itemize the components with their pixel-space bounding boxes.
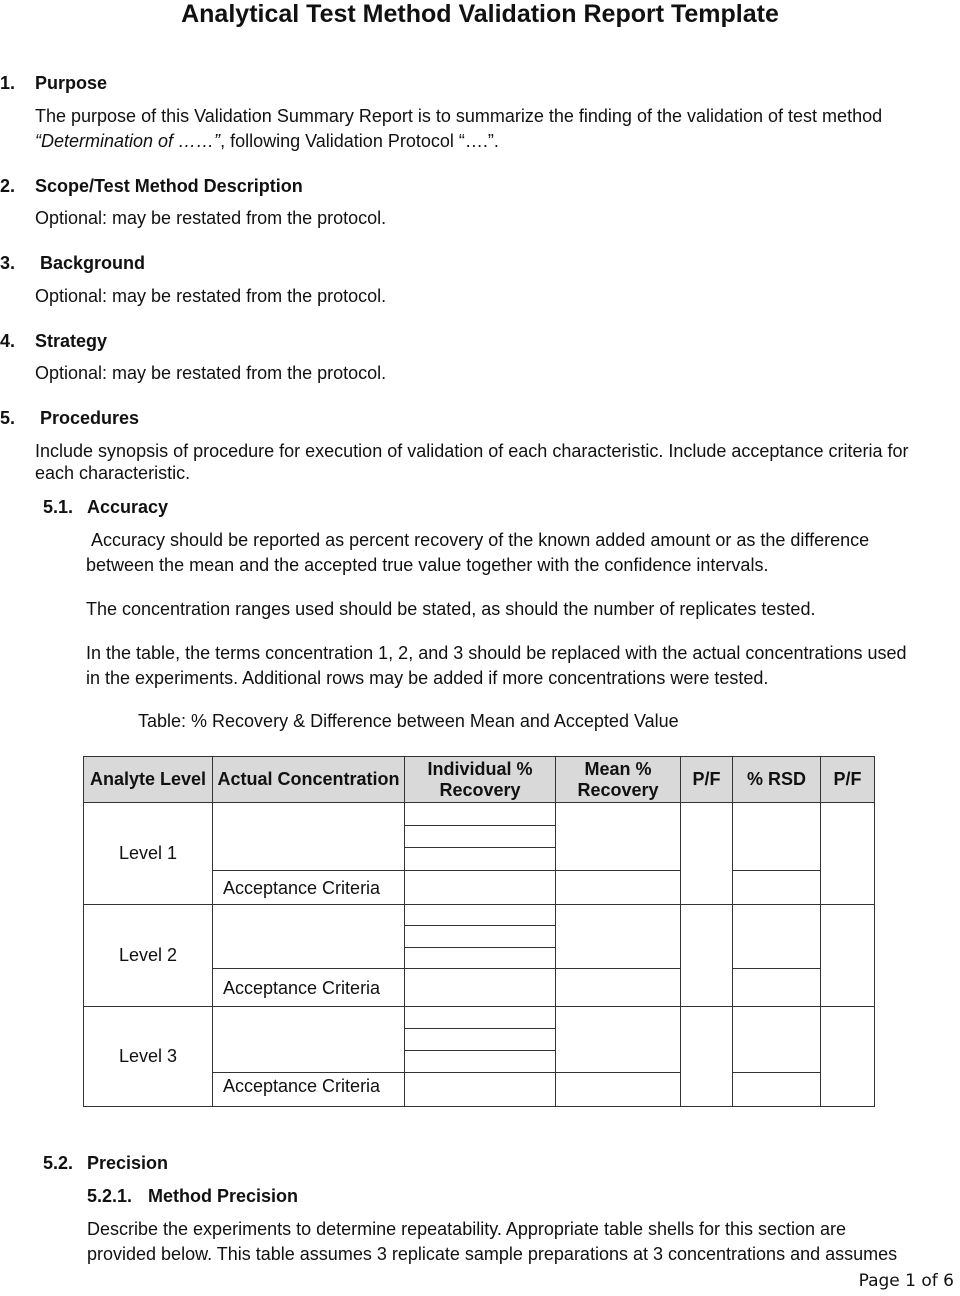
acceptance-criteria-label: Acceptance Criteria xyxy=(223,978,381,998)
mean-recovery-criteria-cell xyxy=(555,968,681,1007)
individual-recovery-cell xyxy=(404,802,556,826)
precision-paragraph-line-2: provided below. This table assumes 3 replicate sample preparations at 3 concentrations and assumes xyxy=(87,1244,898,1264)
individual-recovery-cell xyxy=(404,947,556,969)
page-number: Page 1 of 6 xyxy=(858,1271,954,1291)
section-1-body-rest: , following Validation Protocol “….”. xyxy=(220,131,499,151)
section-4-number: 4. xyxy=(0,331,16,351)
subsection-5-2-1-heading: Method Precision xyxy=(148,1186,299,1206)
precision-paragraph-line-1: Describe the experiments to determine repeatability. Appropriate table shells for this section are xyxy=(87,1219,847,1239)
section-5-body-line-1: Include synopsis of procedure for execution of validation of each characteristic. Include acceptance criteria for xyxy=(35,441,909,461)
section-2-body: Optional: may be restated from the protocol. xyxy=(35,208,387,228)
mean-recovery-cell xyxy=(555,1006,681,1073)
accuracy-paragraph-3-line-1: In the table, the terms concentration 1, 2, and 3 should be replaced with the actual concentrations used xyxy=(86,643,907,663)
acceptance-criteria-label: Acceptance Criteria xyxy=(223,878,381,898)
table-row-level-label xyxy=(83,1006,213,1107)
level-2-label: Level 2 xyxy=(118,945,178,965)
pass-fail-cell xyxy=(680,802,733,905)
page-title: Analytical Test Method Validation Report Template xyxy=(181,0,779,28)
individual-recovery-criteria-cell xyxy=(404,968,556,1007)
header-analyte-level: Analyte Level xyxy=(83,756,213,803)
actual-concentration-cell xyxy=(212,802,405,871)
criteria-cell xyxy=(212,1072,405,1107)
section-1-body-line-1: The purpose of this Validation Summary Report is to summarize the finding of the validation of test method xyxy=(35,106,883,126)
actual-concentration-cell xyxy=(212,904,405,969)
table-row-level-label xyxy=(83,904,213,1007)
criteria-cell xyxy=(212,870,405,905)
pass-fail-cell xyxy=(820,1006,875,1107)
section-4-body: Optional: may be restated from the protocol. xyxy=(35,363,387,383)
section-3-number: 3. xyxy=(0,253,16,273)
individual-recovery-cell xyxy=(404,825,556,848)
section-1-body-line-2 xyxy=(35,131,499,152)
mean-recovery-cell xyxy=(555,802,681,871)
section-2-number: 2. xyxy=(0,176,16,196)
individual-recovery-cell xyxy=(404,1006,556,1029)
header-percent-rsd: % RSD xyxy=(732,756,821,803)
individual-recovery-criteria-cell xyxy=(404,1072,556,1107)
header-pass-fail-2: P/F xyxy=(820,756,875,803)
table-caption: Table: % Recovery & Difference between Mean and Accepted Value xyxy=(138,711,679,731)
section-5-body-line-2: each characteristic. xyxy=(35,463,191,483)
pass-fail-cell xyxy=(680,1006,733,1107)
header-mean-recovery: Mean % Recovery xyxy=(555,756,681,803)
header-individual-recovery: Individual % Recovery xyxy=(404,756,556,803)
individual-recovery-cell xyxy=(404,1050,556,1073)
accuracy-paragraph-1-line-1: Accuracy should be reported as percent recovery of the known added amount or as the difference xyxy=(91,530,870,550)
section-5-heading: Procedures xyxy=(40,408,140,428)
subsection-5-2-heading: Precision xyxy=(87,1153,169,1173)
individual-recovery-cell xyxy=(404,1028,556,1051)
criteria-cell xyxy=(212,968,405,1007)
table-row-level-label xyxy=(83,802,213,905)
section-1-number: 1. xyxy=(0,73,16,93)
rsd-cell xyxy=(732,904,821,969)
header-pass-fail-1: P/F xyxy=(680,756,733,803)
accuracy-paragraph-2: The concentration ranges used should be stated, as should the number of replicates tested. xyxy=(86,599,816,619)
pass-fail-cell xyxy=(680,904,733,1007)
level-1-label: Level 1 xyxy=(118,843,178,863)
mean-recovery-cell xyxy=(555,904,681,969)
accuracy-paragraph-1-line-2: between the mean and the accepted true value together with the confidence intervals. xyxy=(86,555,769,575)
section-3-body: Optional: may be restated from the protocol. xyxy=(35,286,387,306)
subsection-5-1-heading: Accuracy xyxy=(87,497,169,517)
acceptance-criteria-label: Acceptance Criteria xyxy=(223,1076,381,1096)
rsd-criteria-cell xyxy=(732,870,821,905)
header-actual-concentration: Actual Concentration xyxy=(212,756,405,803)
individual-recovery-cell xyxy=(404,925,556,948)
subsection-5-1-number: 5.1. xyxy=(43,497,74,517)
individual-recovery-cell xyxy=(404,847,556,871)
rsd-cell xyxy=(732,1006,821,1073)
subsection-5-2-number: 5.2. xyxy=(43,1153,74,1173)
section-5-number: 5. xyxy=(0,408,16,428)
section-3-heading: Background xyxy=(40,253,146,273)
test-method-name: “Determination of ……” xyxy=(35,131,221,151)
section-4-heading: Strategy xyxy=(35,331,108,351)
accuracy-paragraph-3-line-2: in the experiments. Additional rows may be added if more concentrations were tested. xyxy=(86,668,769,688)
section-2-heading: Scope/Test Method Description xyxy=(35,176,303,196)
section-1-heading: Purpose xyxy=(35,73,108,93)
individual-recovery-criteria-cell xyxy=(404,870,556,905)
level-3-label: Level 3 xyxy=(118,1046,178,1066)
subsection-5-2-1-number: 5.2.1. xyxy=(87,1186,133,1206)
accuracy-table xyxy=(83,756,875,1107)
rsd-criteria-cell xyxy=(732,968,821,1007)
rsd-cell xyxy=(732,802,821,871)
individual-recovery-cell xyxy=(404,904,556,926)
rsd-criteria-cell xyxy=(732,1072,821,1107)
mean-recovery-criteria-cell xyxy=(555,1072,681,1107)
actual-concentration-cell xyxy=(212,1006,405,1073)
mean-recovery-criteria-cell xyxy=(555,870,681,905)
pass-fail-cell xyxy=(820,802,875,905)
pass-fail-cell xyxy=(820,904,875,1007)
